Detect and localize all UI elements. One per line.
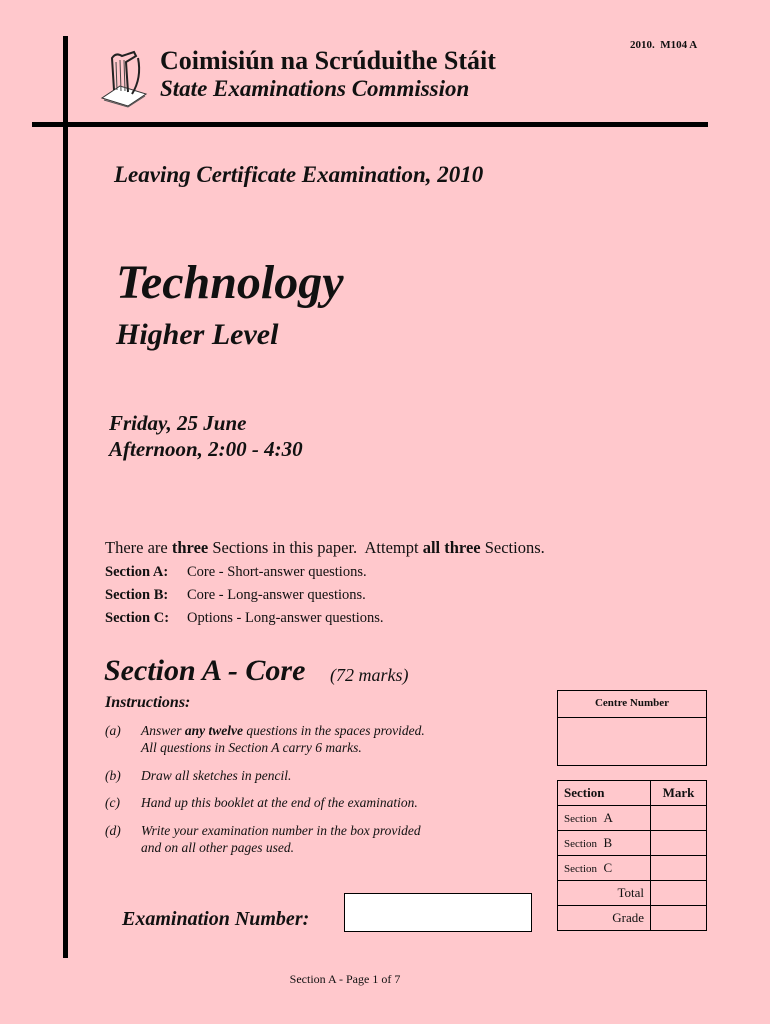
table-row	[558, 881, 707, 906]
section-a-marks: (72 marks)	[330, 665, 409, 685]
col-mark-header: Mark	[651, 781, 707, 806]
table-row	[558, 781, 707, 806]
table-row	[558, 906, 707, 931]
section-a-title: Section A - Core	[104, 654, 306, 687]
level-title: Higher Level	[116, 318, 279, 351]
exam-title: Leaving Certificate Examination, 2010	[114, 162, 484, 187]
section-cell-b: Section B	[558, 831, 651, 856]
org-name-irish: Coimisiún na Scrúduithe Stáit	[160, 46, 496, 75]
instructions-heading: Instructions:	[105, 694, 191, 711]
section-cell-a: Section A	[558, 806, 651, 831]
exam-number-box[interactable]	[344, 893, 532, 932]
col-section-header: Section	[558, 781, 651, 806]
header-horizontal-rule	[32, 122, 708, 127]
exam-number-label: Examination Number:	[122, 908, 310, 930]
section-line-b: Section B: Core - Long-answer questions.	[105, 587, 366, 603]
exam-day: Friday, 25 June	[109, 411, 247, 435]
exam-time: Afternoon, 2:00 - 4:30	[109, 437, 303, 461]
centre-number-label: Centre Number	[558, 691, 706, 718]
paper-code: 2010. M104 A	[630, 39, 698, 51]
mark-cell-a	[651, 806, 707, 831]
total-cell	[651, 881, 707, 906]
table-row	[558, 806, 707, 831]
intro-text: There are three Sections in this paper. Attempt all three Sections.	[105, 538, 545, 557]
page-footer: Section A - Page 1 of 7	[289, 972, 401, 986]
table-row	[558, 856, 707, 881]
left-vertical-rule	[63, 36, 68, 958]
total-label: Total	[558, 881, 651, 906]
table-row	[558, 831, 707, 856]
centre-number-field[interactable]	[558, 718, 706, 765]
harp-book-logo-icon	[98, 48, 150, 108]
section-line-c: Section C: Options - Long-answer questions.	[105, 610, 384, 626]
grade-cell	[651, 906, 707, 931]
org-name-english: State Examinations Commission	[160, 76, 470, 101]
section-line-a: Section A: Core - Short-answer questions.	[105, 564, 367, 580]
exam-date-time	[109, 410, 303, 462]
mark-cell-c	[651, 856, 707, 881]
subject-title: Technology	[116, 256, 344, 309]
section-cell-c: Section C	[558, 856, 651, 881]
grade-label: Grade	[558, 906, 651, 931]
marks-table	[557, 780, 707, 931]
mark-cell-b	[651, 831, 707, 856]
centre-number-box	[557, 690, 707, 766]
